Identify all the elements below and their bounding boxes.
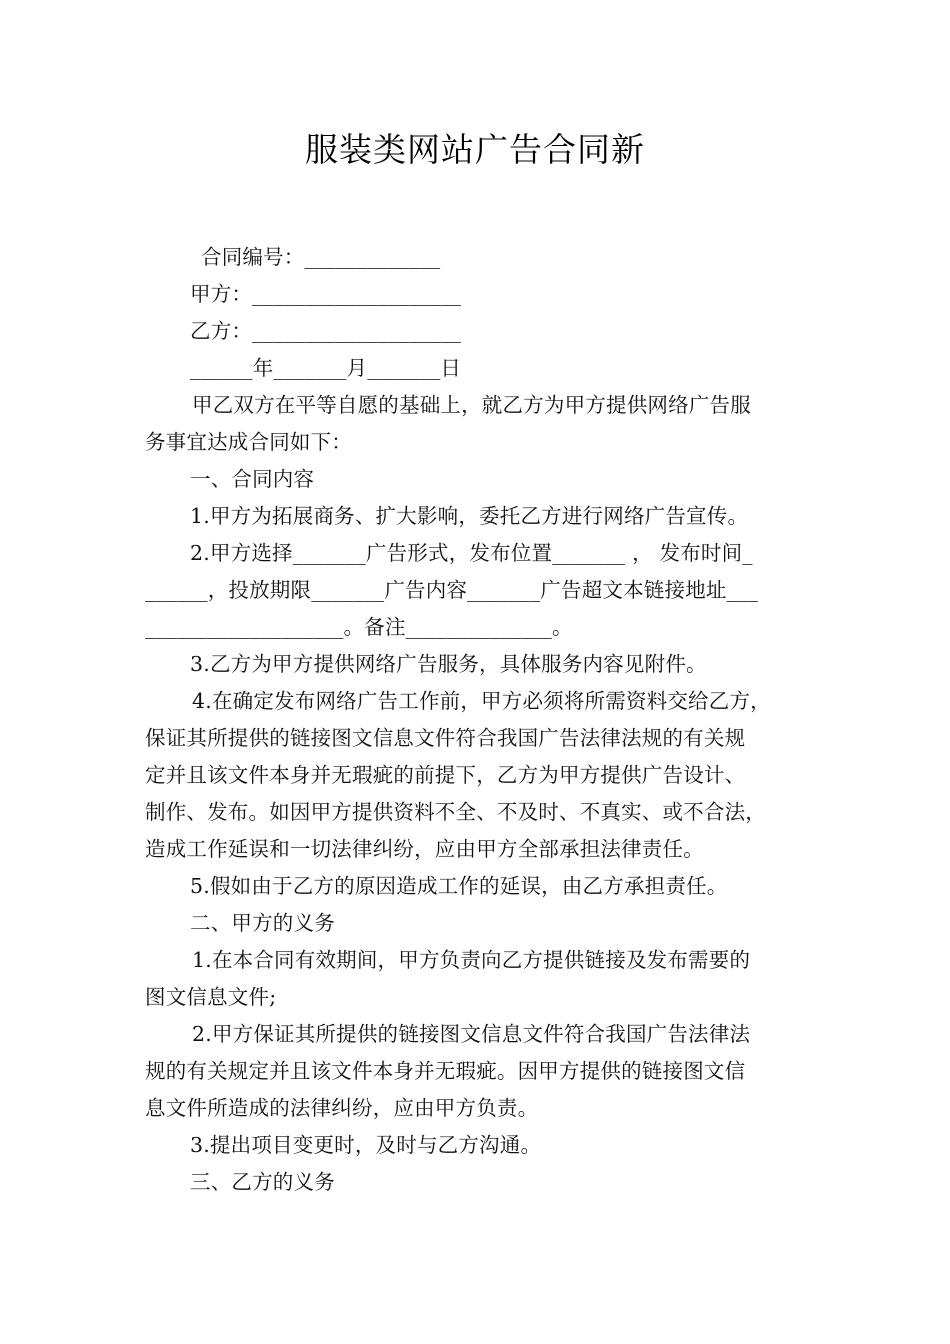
clause-line: 1.甲方为拓展商务、扩大影响，委托乙方进行网络广告宣传。	[190, 504, 749, 528]
clause-line: 3.提出项目变更时，及时与乙方沟通。	[190, 1133, 542, 1157]
clause-line: 规的有关规定并且该文件本身并无瑕疵。因甲方提供的链接图文信	[145, 1059, 746, 1083]
section-heading: 一、合同内容	[190, 467, 315, 491]
clause-line: 5.假如由于乙方的原因造成工作的延误，由乙方承担责任。	[190, 874, 728, 898]
paragraph-line: 甲乙双方在平等自愿的基础上，就乙方为甲方提供网络广告服	[192, 393, 751, 417]
document-title: 服装类网站广告合同新	[305, 130, 645, 169]
clause-line: 2.甲方保证其所提供的链接图文信息文件符合我国广告法律法	[192, 1022, 751, 1046]
date-line: ______年_______月_______日	[190, 356, 462, 380]
section-heading: 三、乙方的义务	[190, 1170, 335, 1194]
paragraph-line: 务事宜达成合同如下：	[145, 430, 352, 454]
clause-line: 定并且该文件本身并无瑕疵的前提下，乙方为甲方提供广告设计、	[145, 763, 746, 787]
clause-line: 图文信息文件;	[145, 985, 277, 1009]
contract-body	[145, 239, 817, 1201]
clause-line: 4.在确定发布网络广告工作前，甲方必须将所需资料交给乙方，	[192, 689, 771, 713]
clause-line: ______，投放期限_______广告内容_______广告超文本链接地址___	[145, 578, 758, 602]
clause-line: 3.乙方为甲方提供网络广告服务，具体服务内容见附件。	[190, 652, 707, 676]
clause-line: 息文件所造成的法律纠纷，应由甲方负责。	[145, 1096, 539, 1120]
party-b-line: 乙方：____________________	[190, 319, 462, 343]
party-a-line: 甲方：____________________	[190, 282, 462, 306]
clause-line: 保证其所提供的链接图文信息文件符合我国广告法律法规的有关规	[145, 726, 746, 750]
clause-line: 制作、发布。如因甲方提供资料不全、不及时、不真实、或不合法，	[145, 800, 766, 824]
clause-line: ___________________。备注______________。	[145, 615, 573, 639]
clause-line: 造成工作延误和一切法律纠纷，应由甲方全部承担法律责任。	[145, 837, 704, 861]
clause-line: 2.甲方选择_______广告形式，发布位置_______ ， 发布时间_	[190, 541, 753, 565]
clause-line: 1.在本合同有效期间，甲方负责向乙方提供链接及发布需要的	[192, 948, 751, 972]
section-heading: 二、甲方的义务	[190, 911, 335, 935]
contract-number-line: 合同编号：_____________	[201, 245, 441, 269]
